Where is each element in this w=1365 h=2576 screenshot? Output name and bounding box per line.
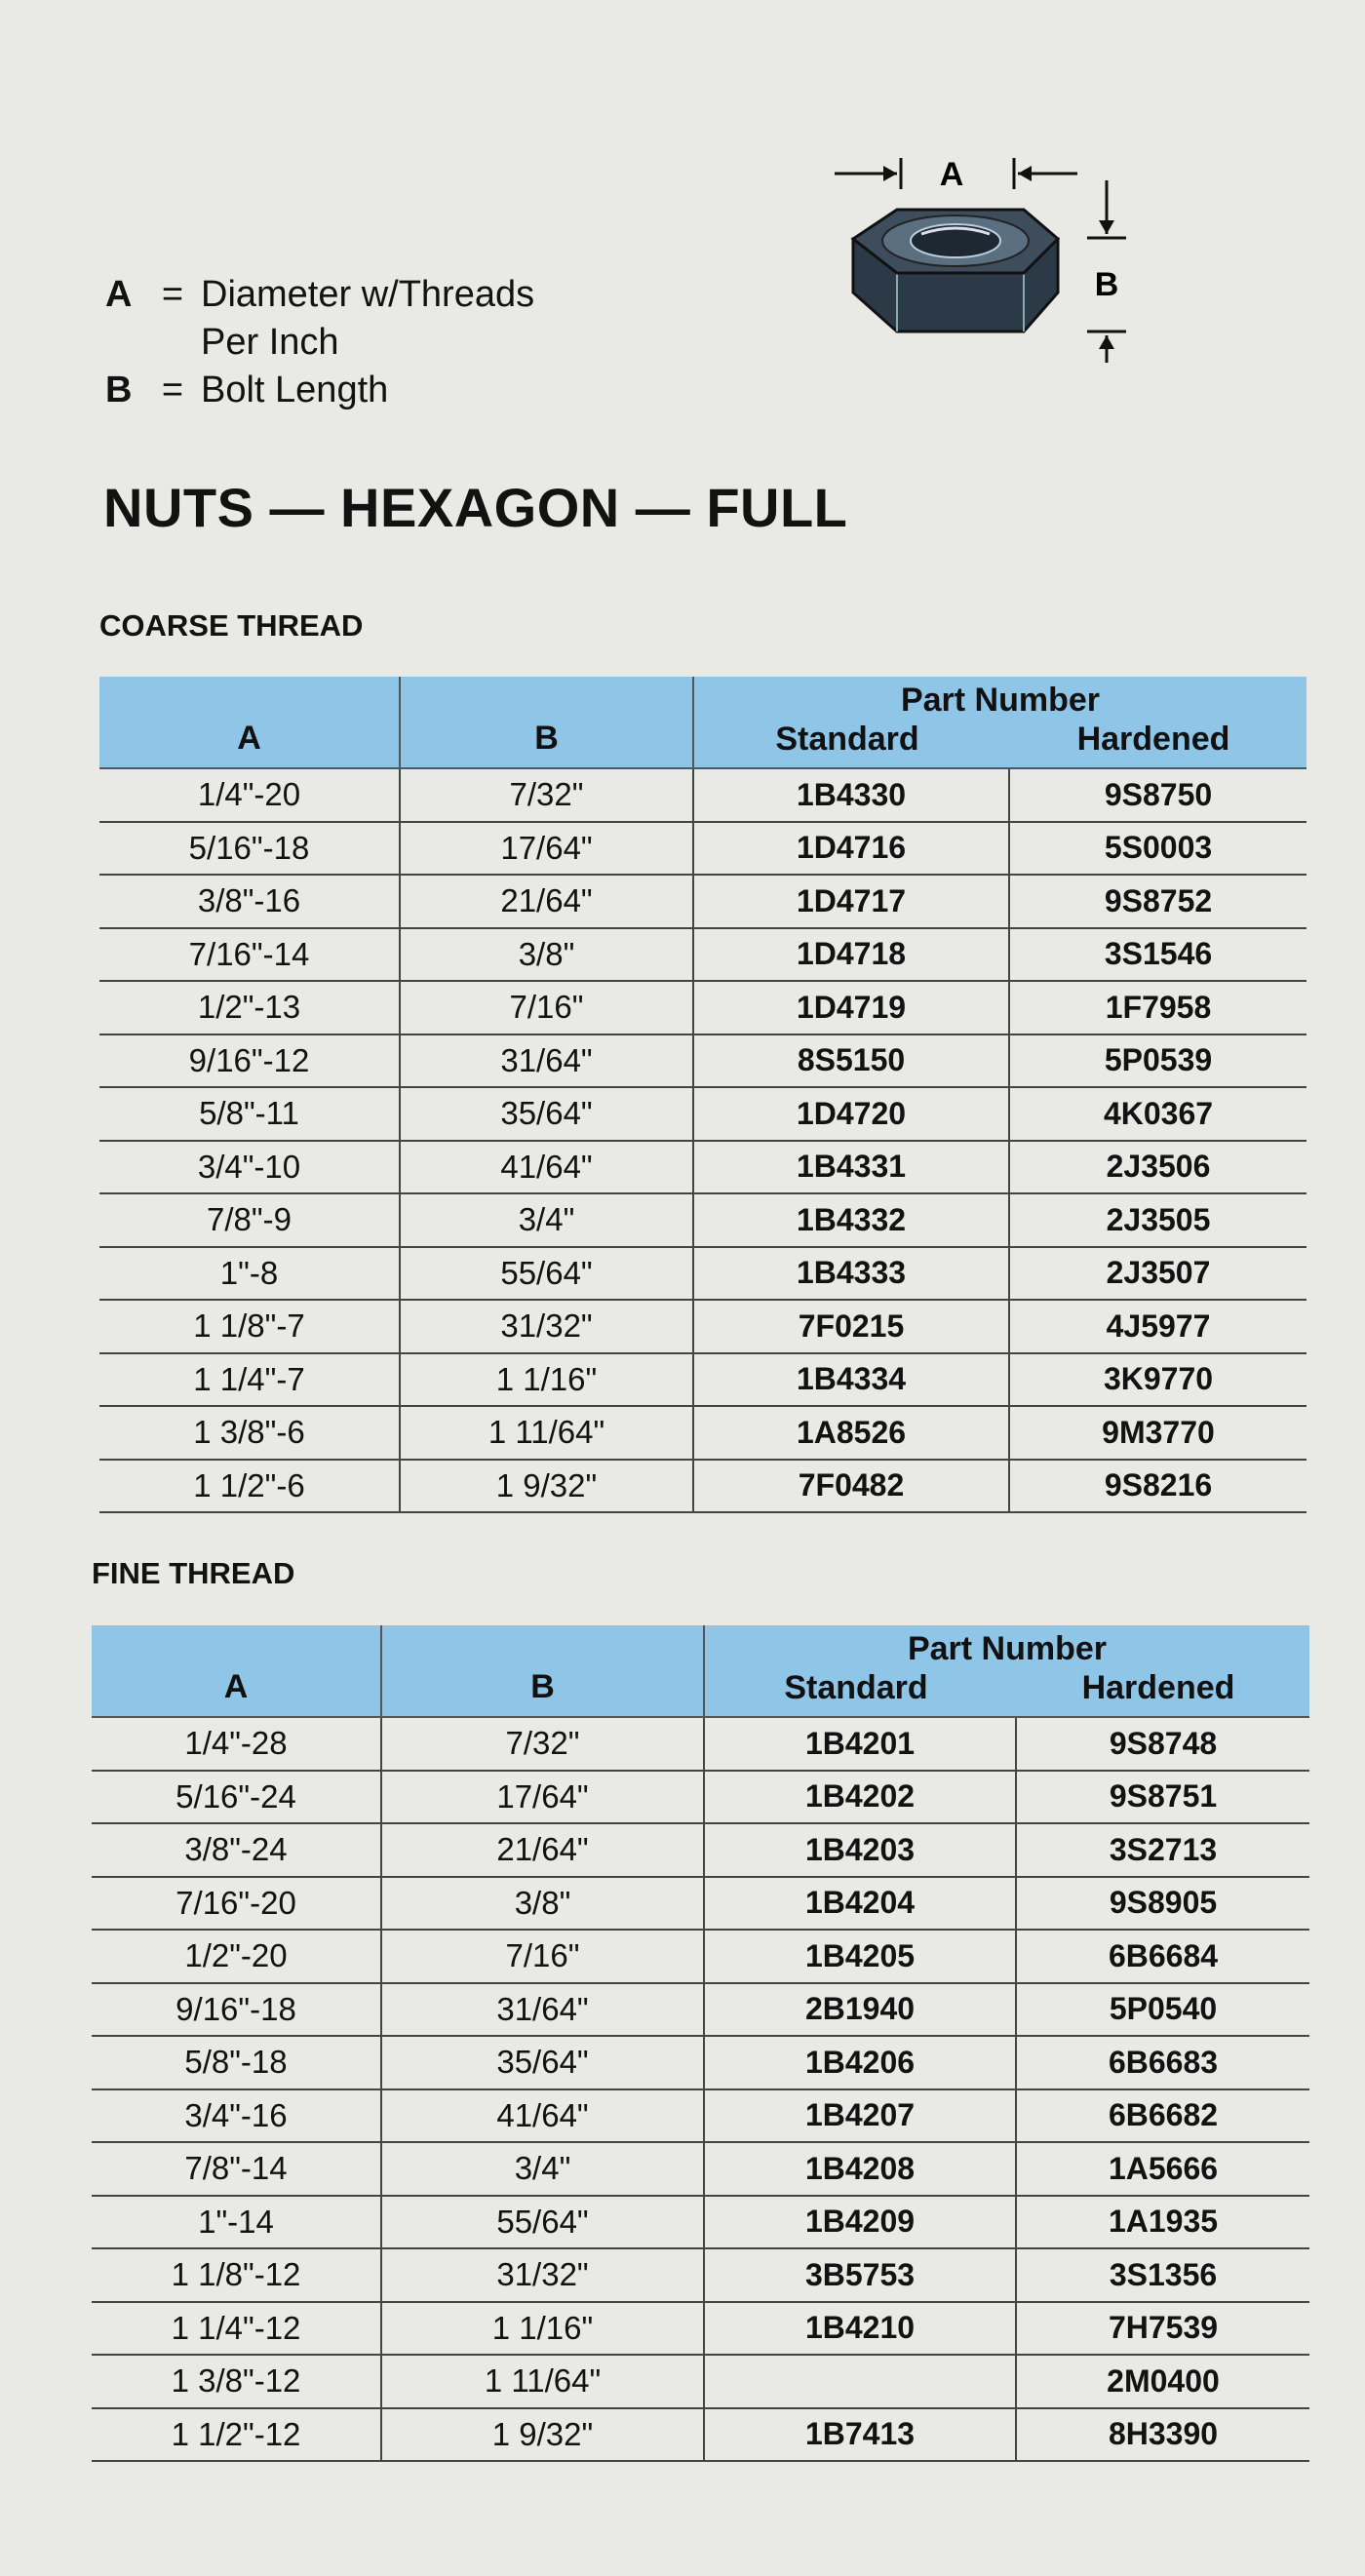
fine-header-row: [92, 1625, 1309, 1717]
bolt-length-cell: 17/64": [381, 1771, 704, 1824]
hardened-part-number-cell: 8H3390: [1016, 2408, 1309, 2462]
thread-size-cell: 1 1/8"-7: [99, 1300, 400, 1353]
standard-part-number-cell: 1B4209: [704, 2196, 1016, 2249]
hardened-part-number-cell: 2J3505: [1009, 1193, 1306, 1247]
coarse-table-body: [99, 768, 1306, 1512]
dimension-b-marker: [1087, 180, 1126, 363]
dimension-b-label: B: [1094, 266, 1119, 303]
thread-size-cell: 5/8"-18: [92, 2036, 381, 2089]
hardened-part-number-cell: 1F7958: [1009, 981, 1306, 1034]
thread-size-cell: 3/4"-16: [92, 2089, 381, 2143]
bolt-length-cell: 3/4": [381, 2142, 704, 2196]
hardened-part-number-cell: 9S8216: [1009, 1460, 1306, 1513]
legend-a-key: A: [105, 274, 133, 315]
standard-part-number-cell: 1B4330: [693, 768, 1009, 822]
standard-part-number-cell: 8S5150: [693, 1034, 1009, 1088]
hardened-part-number-cell: 3S1546: [1009, 928, 1306, 982]
table-row: [99, 1141, 1306, 1194]
table-row: [92, 1771, 1309, 1824]
table-row: [99, 1193, 1306, 1247]
standard-part-number-cell: 1B4203: [704, 1823, 1016, 1877]
bolt-length-cell: 7/32": [381, 1717, 704, 1771]
table-row: [99, 981, 1306, 1034]
bolt-length-cell: 35/64": [400, 1087, 693, 1141]
coarse-header-row: [99, 677, 1306, 768]
hardened-part-number-cell: 9S8748: [1016, 1717, 1309, 1771]
standard-part-number-cell: 1B4205: [704, 1930, 1016, 1983]
hardened-part-number-cell: 3S1356: [1016, 2248, 1309, 2302]
bolt-length-cell: 31/32": [381, 2248, 704, 2302]
thread-size-cell: 1 3/8"-12: [92, 2355, 381, 2408]
table-row: [92, 2142, 1309, 2196]
hardened-part-number-cell: 4K0367: [1009, 1087, 1306, 1141]
bolt-length-cell: 41/64": [400, 1141, 693, 1194]
hardened-part-number-cell: 9S8750: [1009, 768, 1306, 822]
standard-part-number-cell: 1B4208: [704, 2142, 1016, 2196]
table-row: [99, 1406, 1306, 1460]
bolt-length-cell: 41/64": [381, 2089, 704, 2143]
table-row: [99, 928, 1306, 982]
bolt-length-cell: 3/4": [400, 1193, 693, 1247]
coarse-col-a-header: A: [99, 677, 400, 768]
bolt-length-cell: 21/64": [381, 1823, 704, 1877]
table-row: [99, 822, 1306, 876]
table-row: [92, 1983, 1309, 2037]
table-row: [92, 1823, 1309, 1877]
coarse-col-b-header: B: [400, 677, 693, 768]
bolt-length-cell: 7/32": [400, 768, 693, 822]
thread-size-cell: 5/8"-11: [99, 1087, 400, 1141]
thread-size-cell: 1/4"-20: [99, 768, 400, 822]
fine-col-b-header: B: [381, 1625, 704, 1717]
thread-size-cell: 1"-8: [99, 1247, 400, 1301]
table-row: [99, 1247, 1306, 1301]
fine-part-number-header: [704, 1625, 1309, 1717]
fine-thread-table: [92, 1625, 1309, 2462]
table-row: [92, 2408, 1309, 2462]
bolt-length-cell: 31/32": [400, 1300, 693, 1353]
hardened-part-number-cell: 1A5666: [1016, 2142, 1309, 2196]
hardened-part-number-cell: 5P0539: [1009, 1034, 1306, 1088]
hardened-part-number-cell: 2J3506: [1009, 1141, 1306, 1194]
hardened-part-number-cell: 6B6684: [1016, 1930, 1309, 1983]
legend-b-row: [105, 367, 534, 414]
bolt-length-cell: 31/64": [400, 1034, 693, 1088]
dimension-a-label: A: [939, 156, 964, 193]
bolt-length-cell: 3/8": [400, 928, 693, 982]
thread-size-cell: 7/8"-14: [92, 2142, 381, 2196]
standard-part-number-cell: 1D4717: [693, 875, 1009, 928]
bolt-length-cell: 3/8": [381, 1877, 704, 1931]
standard-part-number-cell: 3B5753: [704, 2248, 1016, 2302]
bolt-length-cell: 55/64": [381, 2196, 704, 2249]
legend-b-key: B: [105, 370, 133, 410]
hardened-part-number-cell: 5S0003: [1009, 822, 1306, 876]
standard-part-number-cell: 7F0482: [693, 1460, 1009, 1513]
table-row: [92, 2302, 1309, 2356]
hardened-part-number-cell: 3S2713: [1016, 1823, 1309, 1877]
standard-part-number-cell: 1B4334: [693, 1353, 1009, 1407]
table-row: [92, 2196, 1309, 2249]
fine-standard-header: Standard: [784, 1668, 928, 1706]
bolt-length-cell: 7/16": [400, 981, 693, 1034]
table-row: [92, 2248, 1309, 2302]
hardened-part-number-cell: 7H7539: [1016, 2302, 1309, 2356]
thread-size-cell: 1 1/4"-12: [92, 2302, 381, 2356]
standard-part-number-cell: 1B4331: [693, 1141, 1009, 1194]
table-row: [92, 1717, 1309, 1771]
coarse-hardened-header: Hardened: [1076, 720, 1230, 758]
standard-part-number-cell: 1D4716: [693, 822, 1009, 876]
thread-size-cell: 7/16"-20: [92, 1877, 381, 1931]
bolt-length-cell: 1 1/16": [400, 1353, 693, 1407]
fine-table-body: [92, 1717, 1309, 2461]
legend-a-continuation: [105, 319, 534, 367]
nut-drawing: [853, 210, 1058, 332]
fine-hardened-header: Hardened: [1081, 1668, 1235, 1706]
hardened-part-number-cell: 9M3770: [1009, 1406, 1306, 1460]
hardened-part-number-cell: 5P0540: [1016, 1983, 1309, 2037]
thread-size-cell: 1"-14: [92, 2196, 381, 2249]
table-row: [99, 1300, 1306, 1353]
thread-size-cell: 1 1/4"-7: [99, 1353, 400, 1407]
table-row: [99, 1087, 1306, 1141]
fine-thread-title: FINE THREAD: [92, 1556, 295, 1590]
standard-part-number-cell: 1B7413: [704, 2408, 1016, 2462]
hardened-part-number-cell: 2M0400: [1016, 2355, 1309, 2408]
thread-size-cell: 3/4"-10: [99, 1141, 400, 1194]
thread-size-cell: 3/8"-16: [99, 875, 400, 928]
legend-a-text: Diameter w/Threads: [201, 274, 535, 315]
table-row: [92, 2089, 1309, 2143]
bolt-length-cell: 1 9/32": [381, 2408, 704, 2462]
page-title: NUTS — HEXAGON — FULL: [103, 477, 848, 538]
standard-part-number-cell: 1B4204: [704, 1877, 1016, 1931]
legend-a-row: [105, 271, 534, 319]
bolt-length-cell: 1 1/16": [381, 2302, 704, 2356]
coarse-thread-table: [99, 677, 1306, 1513]
hardened-part-number-cell: 4J5977: [1009, 1300, 1306, 1353]
bolt-length-cell: 1 11/64": [381, 2355, 704, 2408]
fine-part-number-title: Part Number: [907, 1629, 1108, 1667]
coarse-part-number-header: [693, 677, 1306, 768]
bolt-length-cell: 7/16": [381, 1930, 704, 1983]
legend-a-text2: Per Inch: [201, 322, 339, 363]
fine-col-a-header: A: [92, 1625, 381, 1717]
table-row: [92, 2355, 1309, 2408]
hardened-part-number-cell: 3K9770: [1009, 1353, 1306, 1407]
table-row: [99, 875, 1306, 928]
standard-part-number-cell: 1B4332: [693, 1193, 1009, 1247]
thread-size-cell: 1 1/8"-12: [92, 2248, 381, 2302]
thread-size-cell: 7/8"-9: [99, 1193, 400, 1247]
standard-part-number-cell: 1D4718: [693, 928, 1009, 982]
bolt-length-cell: 55/64": [400, 1247, 693, 1301]
thread-size-cell: 9/16"-12: [99, 1034, 400, 1088]
standard-part-number-cell: 1D4719: [693, 981, 1009, 1034]
legend-a-equals: =: [161, 274, 184, 315]
hardened-part-number-cell: 9S8905: [1016, 1877, 1309, 1931]
table-row: [92, 1877, 1309, 1931]
bolt-length-cell: 1 9/32": [400, 1460, 693, 1513]
thread-size-cell: 3/8"-24: [92, 1823, 381, 1877]
hex-nut-diagram: [829, 146, 1141, 371]
bolt-length-cell: 17/64": [400, 822, 693, 876]
coarse-standard-header: Standard: [775, 720, 919, 758]
coarse-thread-title: COARSE THREAD: [99, 608, 364, 643]
hardened-part-number-cell: 9S8751: [1016, 1771, 1309, 1824]
thread-size-cell: 1 1/2"-12: [92, 2408, 381, 2462]
standard-part-number-cell: 1A8526: [693, 1406, 1009, 1460]
thread-size-cell: 1/4"-28: [92, 1717, 381, 1771]
hardened-part-number-cell: 1A1935: [1016, 2196, 1309, 2249]
thread-size-cell: 1/2"-20: [92, 1930, 381, 1983]
thread-size-cell: 1 3/8"-6: [99, 1406, 400, 1460]
table-row: [99, 1034, 1306, 1088]
table-row: [99, 768, 1306, 822]
standard-part-number-cell: 1D4720: [693, 1087, 1009, 1141]
thread-size-cell: 5/16"-24: [92, 1771, 381, 1824]
standard-part-number-cell: 1B4207: [704, 2089, 1016, 2143]
standard-part-number-cell: [704, 2355, 1016, 2408]
hardened-part-number-cell: 2J3507: [1009, 1247, 1306, 1301]
legend-b-equals: =: [161, 370, 184, 410]
standard-part-number-cell: 1B4333: [693, 1247, 1009, 1301]
legend-b-text: Bolt Length: [201, 370, 389, 410]
thread-size-cell: 7/16"-14: [99, 928, 400, 982]
standard-part-number-cell: 2B1940: [704, 1983, 1016, 2037]
dimension-legend: [105, 271, 534, 414]
table-row: [92, 1930, 1309, 1983]
hardened-part-number-cell: 6B6682: [1016, 2089, 1309, 2143]
standard-part-number-cell: 1B4206: [704, 2036, 1016, 2089]
table-row: [92, 2036, 1309, 2089]
standard-part-number-cell: 7F0215: [693, 1300, 1009, 1353]
table-row: [99, 1353, 1306, 1407]
hardened-part-number-cell: 6B6683: [1016, 2036, 1309, 2089]
bolt-length-cell: 31/64": [381, 1983, 704, 2037]
dimension-a-marker: [835, 156, 1077, 193]
table-row: [99, 1460, 1306, 1513]
bolt-length-cell: 1 11/64": [400, 1406, 693, 1460]
thread-size-cell: 1/2"-13: [99, 981, 400, 1034]
coarse-part-number-title: Part Number: [900, 681, 1101, 719]
bolt-length-cell: 35/64": [381, 2036, 704, 2089]
standard-part-number-cell: 1B4201: [704, 1717, 1016, 1771]
standard-part-number-cell: 1B4210: [704, 2302, 1016, 2356]
thread-size-cell: 9/16"-18: [92, 1983, 381, 2037]
hardened-part-number-cell: 9S8752: [1009, 875, 1306, 928]
bolt-length-cell: 21/64": [400, 875, 693, 928]
thread-size-cell: 5/16"-18: [99, 822, 400, 876]
standard-part-number-cell: 1B4202: [704, 1771, 1016, 1824]
thread-size-cell: 1 1/2"-6: [99, 1460, 400, 1513]
